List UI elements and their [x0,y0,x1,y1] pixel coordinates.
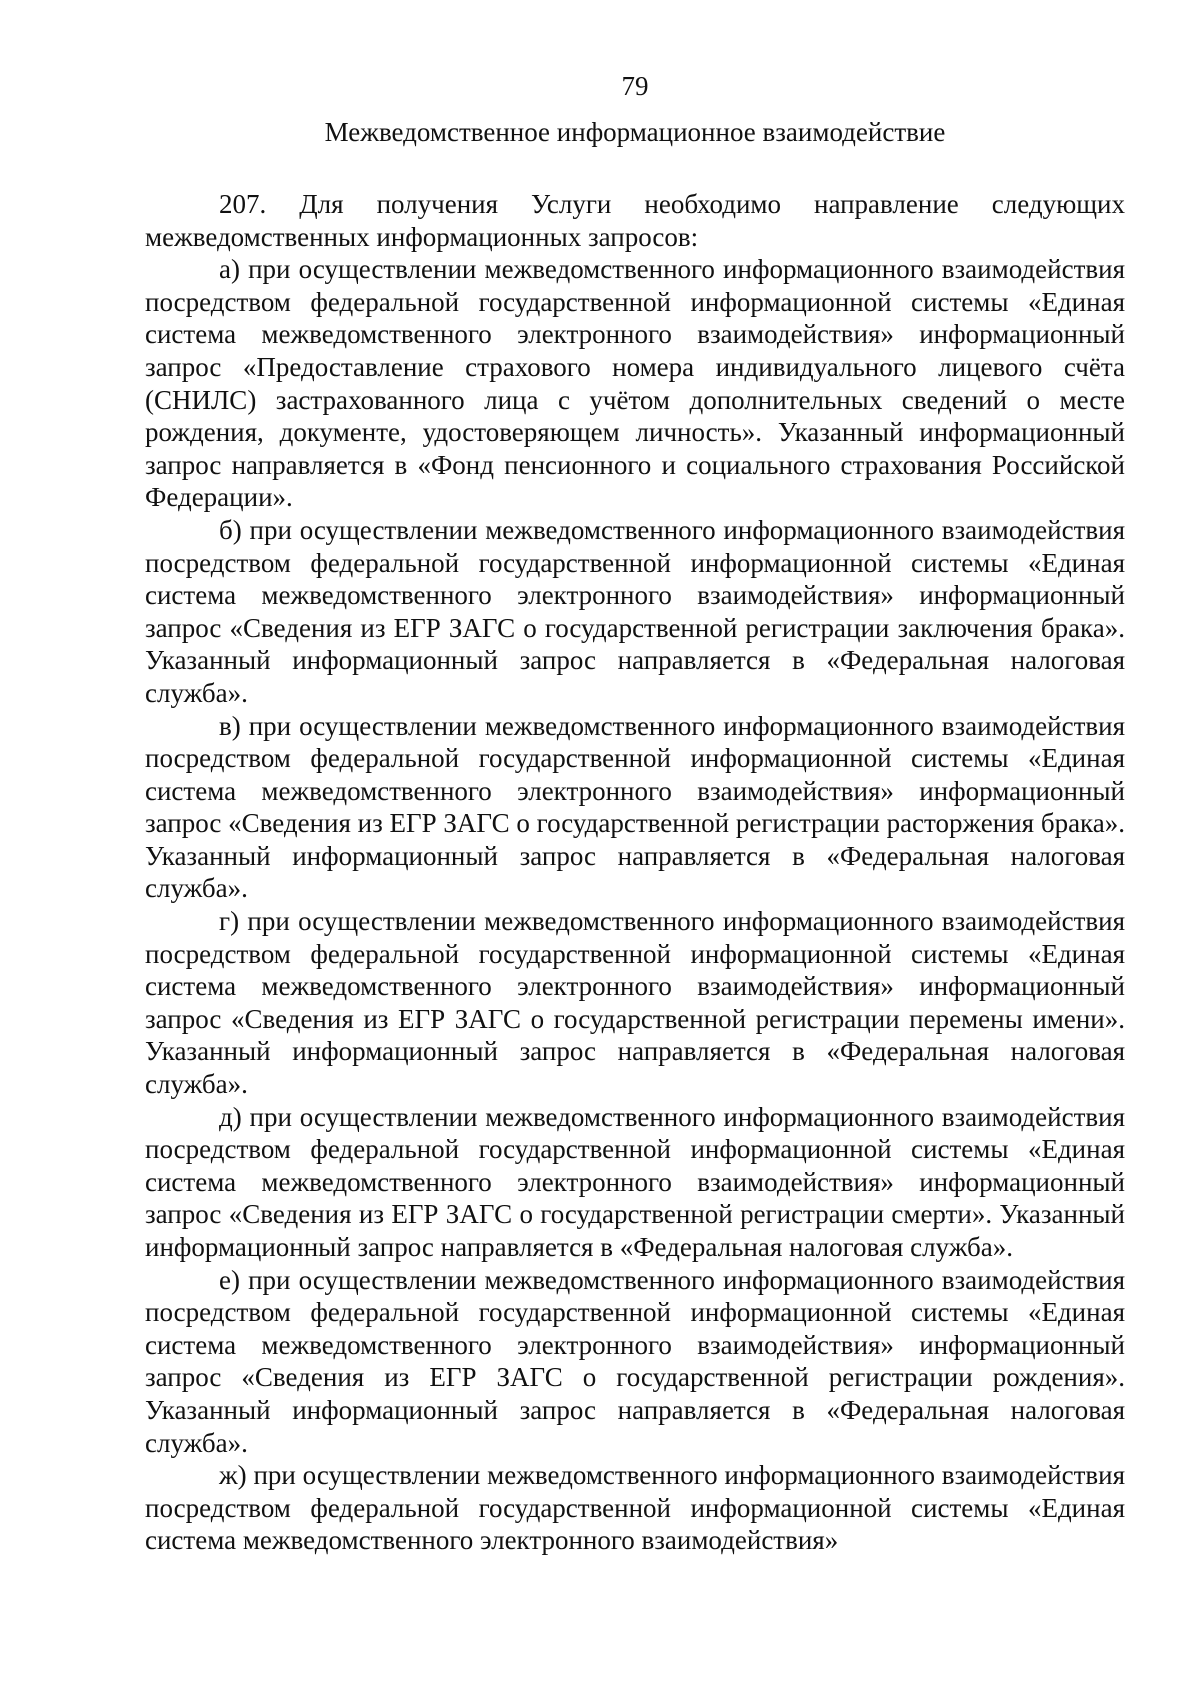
list-item-d: д) при осуществлении межведомственного информационного взаимодействия посредством федеральной государственной информационной системы «Единая система межведомственного электронного взаимодействия» информационный запрос «Сведения из ЕГР ЗАГС о государственной регистрации смерти». Указанный информационный запрос направляется в «Федеральная налоговая служба». [145,1101,1125,1262]
section-heading: Межведомственное информационное взаимодействие [324,117,946,147]
page-number: 79 [621,71,649,101]
list-item-e: е) при осуществлении межведомственного информационного взаимодействия посредством федеральной государственной информационной системы «Единая система межведомственного электронного взаимодействия» информационный запрос «Сведения из ЕГР ЗАГС о государственной регистрации рождения». Указанный информационный запрос направляется в «Федеральная налоговая служба». [145,1264,1125,1458]
paragraph-207: 207. Для получения Услуги необходимо направление следующих межведомственных информационных запросов: [145,189,1125,252]
list-item-v: в) при осуществлении межведомственного информационного взаимодействия посредством федеральной государственной информационной системы «Единая система межведомственного электронного взаимодействия» информационный запрос «Сведения из ЕГР ЗАГС о государственной регистрации расторжения брака». Указанный информационный запрос направляется в «Федеральная налоговая служба». [145,710,1125,904]
list-item-a: а) при осуществлении межведомственного информационного взаимодействия посредством федеральной государственной информационной системы «Единая система межведомственного электронного взаимодействия» информационный запрос «Предоставление страхового номера индивидуального лицевого счёта (СНИЛС) застрахованного лица с учётом дополнительных сведений о месте рождения, документе, удостоверяющем личность». Указанный информационный запрос направляется в «Фонд пенсионного и социального страхования Российской Федерации». [145,254,1125,513]
document-body [145,188,1125,1557]
list-item-g: г) при осуществлении межведомственного информационного взаимодействия посредством федеральной государственной информационной системы «Единая система межведомственного электронного взаимодействия» информационный запрос «Сведения из ЕГР ЗАГС о государственной регистрации перемены имени». Указанный информационный запрос направляется в «Федеральная налоговая служба». [145,906,1125,1100]
list-item-b: б) при осуществлении межведомственного информационного взаимодействия посредством федеральной государственной информационной системы «Единая система межведомственного электронного взаимодействия» информационный запрос «Сведения из ЕГР ЗАГС о государственной регистрации заключения брака». Указанный информационный запрос направляется в «Федеральная налоговая служба». [145,514,1125,708]
list-item-zh: ж) при осуществлении межведомственного информационного взаимодействия посредством федеральной государственной информационной системы «Единая система межведомственного электронного взаимодействия» [145,1460,1125,1556]
document-page [145,68,1125,1557]
